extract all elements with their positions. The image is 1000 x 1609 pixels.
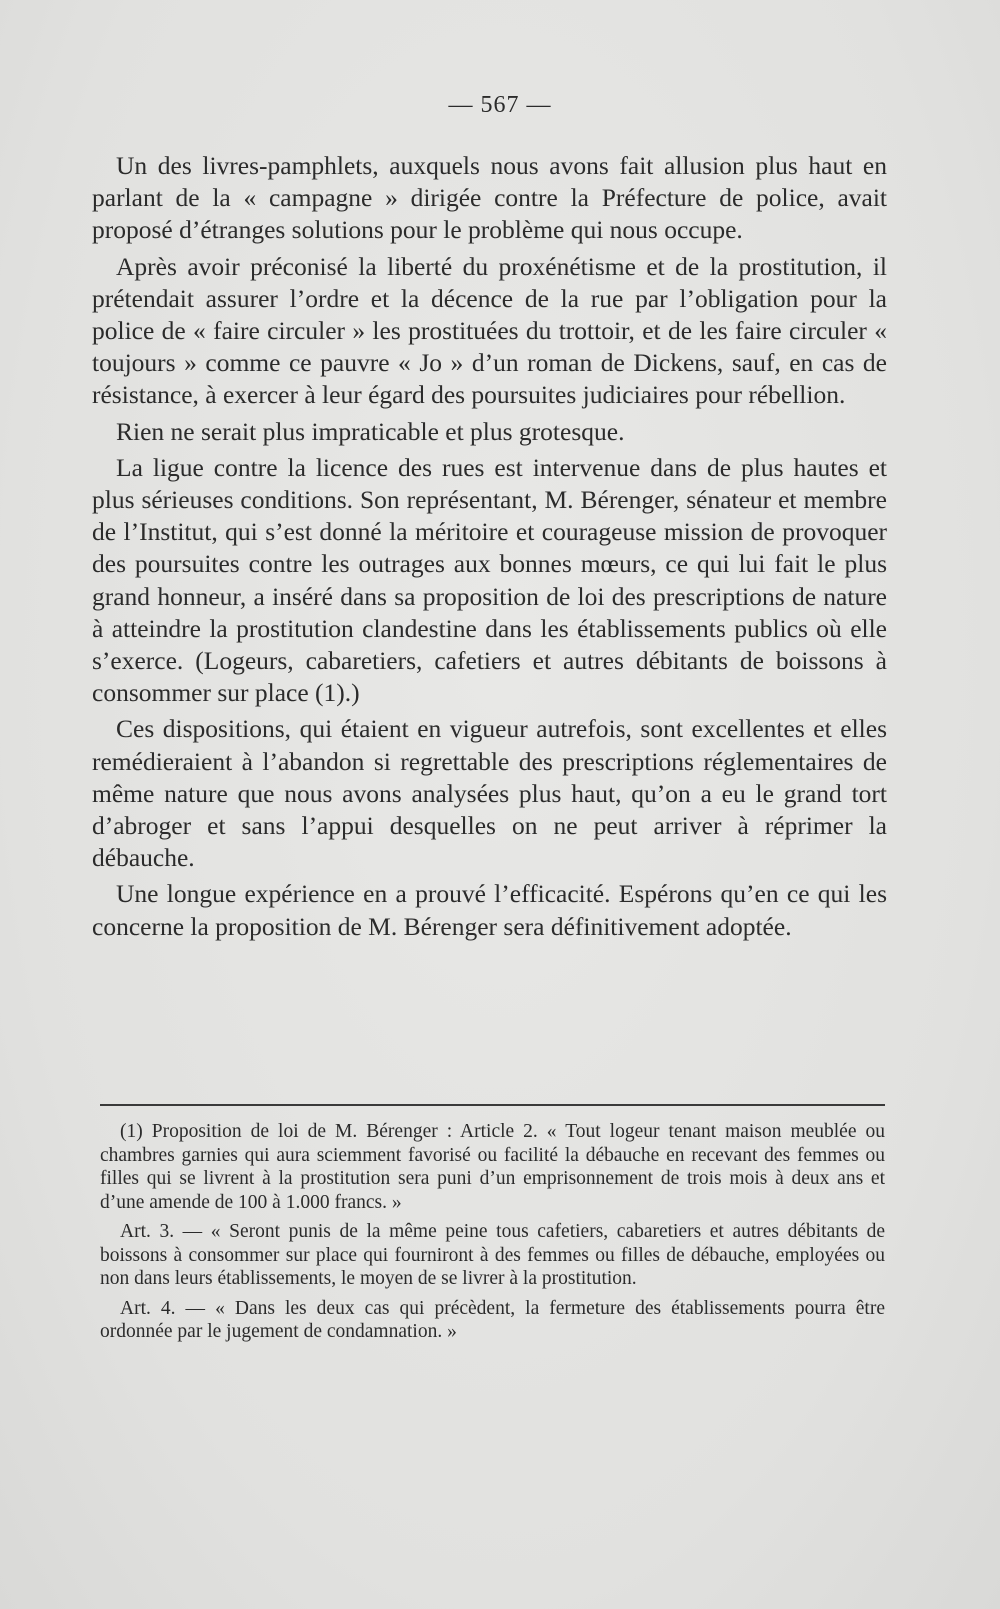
paragraph: Ces dispositions, qui étaient en vigueur autrefois, sont excellentes et elles remédieraient à l’abandon si regrettable des prescriptions réglementaires de même nature que nous avons analysées plus haut, qu’on a eu le grand tort d’abroger et sans l’appui desquelles on ne peut arriver à réprimer la débauche. bbox=[92, 714, 887, 873]
paragraph: Une longue expérience en a prouvé l’efficacité. Espérons qu’en ce qui les concerne la proposition de M. Bérenger sera définitivement adoptée. bbox=[92, 879, 887, 941]
main-text bbox=[92, 150, 887, 947]
paragraph: La ligue contre la licence des rues est intervenue dans de plus hautes et plus sérieuses conditions. Son représentant, M. Bérenger, sénateur et membre de l’Institut, qui s’est donné la méritoire et courageuse mission de provoquer des poursuites contre les outrages aux bonnes mœurs, ce qui lui fait le plus grand honneur, a inséré dans sa proposition de loi des prescriptions de nature à atteindre la prostitution clandestine dans les établissements publics où elle s’exerce. (Logeurs, cabaretiers, cafetiers et autres débitants de boissons à consommer sur place (1).) bbox=[92, 452, 887, 708]
paragraph: Rien ne serait plus impraticable et plus grotesque. bbox=[116, 416, 625, 446]
page-number: — 567 — bbox=[448, 92, 552, 118]
footnote-rule bbox=[100, 1104, 885, 1106]
footnote: Art. 4. — « Dans les deux cas qui précèdent, la fermeture des établissements pourra être ordonnée par le jugement de condamnation. » bbox=[100, 1297, 885, 1342]
footnotes bbox=[100, 1120, 885, 1350]
paragraph: Après avoir préconisé la liberté du proxénétisme et de la prostitution, il prétendait assurer l’ordre et la décence de la rue par l’obligation pour la police de « faire circuler » les prostituées du trottoir, et de les faire circuler « toujours » comme ce pauvre « Jo » d’un roman de Dickens, sauf, en cas de résistance, à exercer à leur égard des poursuites judiciaires pour rébellion. bbox=[92, 251, 887, 410]
footnote: Art. 3. — « Seront punis de la même peine tous cafetiers, cabaretiers et autres débitants de boissons à consommer sur place qui fourniront à des femmes ou filles de débauche, employées ou non dans leurs établissements, le moyen de se livrer à la prostitution. bbox=[100, 1221, 885, 1289]
footnote: (1) Proposition de loi de M. Bérenger : Article 2. « Tout logeur tenant maison meublée ou chambres garnies qui aura sciemment favorisé ou facilité la débauche en recevant des femmes ou filles qui se livrent à la prostitution sera puni d’un emprisonnement de trois mois à deux ans et d’une amende de 100 à 1.000 francs. » bbox=[100, 1121, 885, 1213]
paragraph: Un des livres-pamphlets, auxquels nous avons fait allusion plus haut en parlant de la « campagne » dirigée contre la Préfecture de police, avait proposé d’étranges solutions pour le problème qui nous occupe. bbox=[92, 151, 887, 245]
